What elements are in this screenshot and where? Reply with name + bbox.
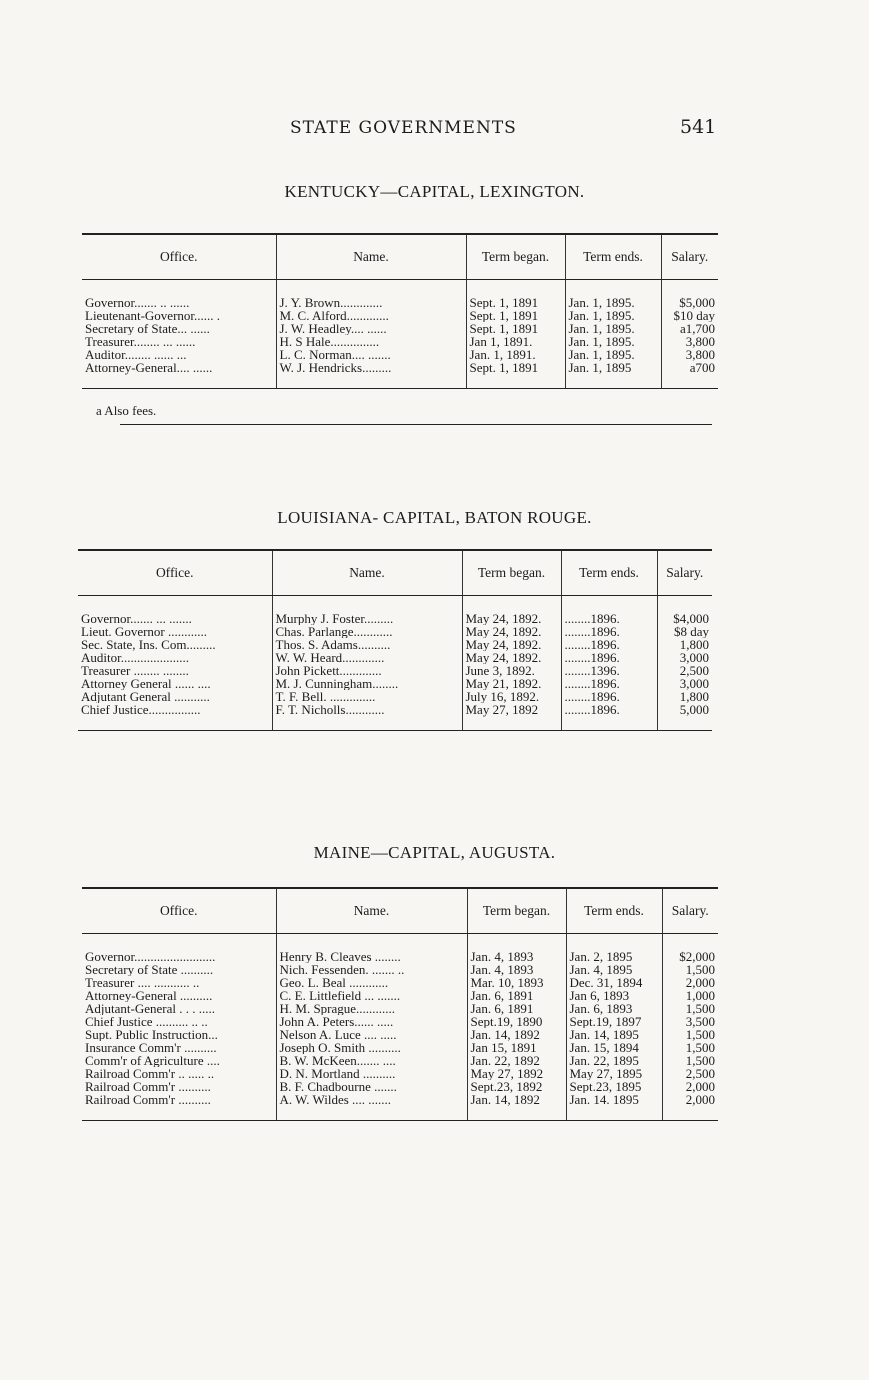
term-began-cell: May 24, 1892. [462,651,561,664]
name-cell: Henry B. Cleaves ........ [276,934,467,964]
name-cell: Nelson A. Luce .... ..... [276,1028,467,1041]
office-cell: Attorney-General .......... [85,989,213,1002]
table-row [82,1067,718,1080]
salary-cell: $2,000 [662,934,718,964]
term-ends-cell: Jan. 4, 1895 [566,963,662,976]
salary-cell: a700 [661,361,718,389]
officials-table-maine [82,887,718,1121]
name-cell: B. W. McKeen....... .... [276,1054,467,1067]
salary-cell: 2,000 [662,976,718,989]
term-ends-cell: ........1896. [561,677,657,690]
table-row [82,1041,718,1054]
name-cell: A. W. Wildes .... ....... [276,1093,467,1121]
term-ends-cell: May 27, 1895 [566,1067,662,1080]
table-row [82,1080,718,1093]
term-began-cell: Jan. 22, 1892 [467,1054,566,1067]
salary-cell: 1,500 [662,1002,718,1015]
name-cell: H. S Hale............... [276,335,466,348]
office-cell: Lieut. Governor ............ [81,625,208,638]
salary-cell: 1,800 [657,638,712,651]
term-began-cell: May 27, 1892 [467,1067,566,1080]
term-began-cell: Jan 15, 1891 [467,1041,566,1054]
table-row [82,335,718,348]
table-row [82,1002,718,1015]
office-cell: Auditor..................... [81,651,189,664]
salary-cell: 1,800 [657,690,712,703]
running-title: STATE GOVERNMENTS [290,118,517,138]
footnote-rule [120,424,712,425]
footnote: a Also fees. [96,403,157,418]
table-row [82,1015,718,1028]
office-cell: Secretary of State... ...... [85,322,210,335]
term-began-cell: Sept.23, 1892 [467,1080,566,1093]
name-cell: Nich. Fessenden. ....... .. [276,963,467,976]
term-began-cell: Sept. 1, 1891 [466,322,565,335]
office-cell: Railroad Comm'r .......... [85,1080,211,1093]
term-began-cell: Jan. 6, 1891 [467,989,566,1002]
col-header-name: Name. [276,888,467,934]
term-ends-cell: Jan. 1, 1895. [565,280,661,310]
office-cell: Railroad Comm'r .......... [82,1093,276,1121]
term-began-cell: Jan. 1, 1891. [466,348,565,361]
name-cell: Geo. L. Beal ............ [276,976,467,989]
term-ends-cell: Jan. 6, 1893 [566,1002,662,1015]
salary-cell: $4,000 [657,596,712,626]
term-began-cell: Sept. 1, 1891 [466,309,565,322]
table-row [78,596,712,626]
table-row [82,322,718,335]
term-began-cell: May 27, 1892 [462,703,561,731]
col-header-office: Office. [78,550,272,596]
table-row [82,280,718,310]
section-louisiana [0,508,869,528]
salary-cell: 2,500 [657,664,712,677]
page-header [0,116,869,146]
term-ends-cell: Jan. 22, 1895 [566,1054,662,1067]
office-cell: Auditor........ ...... ... [85,348,187,361]
office-cell: Chief Justice .......... .. .. [85,1015,208,1028]
name-cell: F. T. Nicholls............ [272,703,462,731]
section-title: MAINE—CAPITAL, AUGUSTA. [313,843,556,862]
table-row [82,976,718,989]
term-ends-cell: ........1896. [561,596,657,626]
name-cell: M. J. Cunningham........ [272,677,462,690]
name-cell: W. W. Heard............. [272,651,462,664]
office-cell: Railroad Comm'r .. ..... .. [85,1067,215,1080]
office-cell: Attorney General ...... .... [81,677,211,690]
term-began-cell: May 24, 1892. [462,596,561,626]
table-row [82,348,718,361]
office-cell: Adjutant-General . . . ..... [85,1002,215,1015]
salary-cell: 3,800 [661,335,718,348]
table-row [78,638,712,651]
term-began-cell: May 24, 1892. [462,625,561,638]
section-kentucky [0,182,869,202]
term-ends-cell: Dec. 31, 1894 [566,976,662,989]
name-cell: Thos. S. Adams.......... [272,638,462,651]
table-row [82,1093,718,1121]
term-ends-cell: ........1396. [561,664,657,677]
term-ends-cell: Jan. 1, 1895. [565,335,661,348]
col-header-office: Office. [82,234,276,280]
table-row [78,677,712,690]
term-ends-cell: Jan 6, 1893 [566,989,662,1002]
table-row [82,361,718,389]
col-header-office: Office. [82,888,276,934]
salary-cell: 2,000 [662,1080,718,1093]
term-ends-cell: ........1896. [561,690,657,703]
office-cell: Governor....... .. ...... [85,295,190,309]
office-cell: Treasurer........ ... ...... [85,335,196,348]
salary-cell: 1,500 [662,963,718,976]
name-cell: H. M. Sprague............ [276,1002,467,1015]
term-ends-cell: ........1896. [561,638,657,651]
office-cell: Comm'r of Agriculture .... [85,1054,220,1067]
term-began-cell: Jan. 6, 1891 [467,1002,566,1015]
table-header-row [78,550,712,596]
term-ends-cell: Jan. 14, 1895 [566,1028,662,1041]
term-began-cell: Mar. 10, 1893 [467,976,566,989]
office-cell: Attorney-General.... ...... [82,361,276,389]
table-row [78,625,712,638]
salary-cell: 1,500 [662,1028,718,1041]
office-cell: Adjutant General ........... [81,690,210,703]
name-cell: M. C. Alford............. [276,309,466,322]
name-cell: T. F. Bell. .............. [272,690,462,703]
section-title: KENTUCKY—CAPITAL, LEXINGTON. [284,182,585,201]
table-row [78,690,712,703]
col-header-term-began: Term began. [462,550,561,596]
table-row [78,651,712,664]
salary-cell: 3,000 [657,651,712,664]
table-row [82,309,718,322]
col-header-term-began: Term began. [466,234,565,280]
term-ends-cell: Jan. 1, 1895. [565,348,661,361]
salary-cell: $5,000 [661,280,718,310]
term-ends-cell: Sept.23, 1895 [566,1080,662,1093]
salary-cell: 5,000 [657,703,712,731]
term-began-cell: July 16, 1892. [462,690,561,703]
salary-cell: 3,500 [662,1015,718,1028]
salary-cell: 2,000 [662,1093,718,1121]
office-cell: Insurance Comm'r .......... [85,1041,217,1054]
table-row [78,664,712,677]
office-cell: Sec. State, Ins. Com......... [81,638,216,651]
term-ends-cell: Jan. 14. 1895 [566,1093,662,1121]
table-row [82,989,718,1002]
term-began-cell: May 21, 1892. [462,677,561,690]
term-ends-cell: ........1896. [561,651,657,664]
term-ends-cell: Jan. 15, 1894 [566,1041,662,1054]
name-cell: Murphy J. Foster......... [272,596,462,626]
term-began-cell: Jan. 14, 1892 [467,1093,566,1121]
col-header-salary: Salary. [662,888,718,934]
salary-cell: 3,000 [657,677,712,690]
term-ends-cell: ........1896. [561,625,657,638]
term-ends-cell: Jan. 2, 1895 [566,934,662,964]
name-cell: C. E. Littlefield ... ....... [276,989,467,1002]
name-cell: John Pickett............. [272,664,462,677]
name-cell: W. J. Hendricks......... [276,361,466,389]
term-began-cell: May 24, 1892. [462,638,561,651]
name-cell: John A. Peters...... ..... [276,1015,467,1028]
salary-cell: 1,000 [662,989,718,1002]
salary-cell: 1,500 [662,1041,718,1054]
office-cell: Governor....... ... ....... [81,611,192,625]
term-ends-cell: Jan. 1, 1895. [565,309,661,322]
office-cell: Chief Justice................ [78,703,272,731]
office-cell: Governor......................... [85,949,216,963]
office-cell: Treasurer .... ........... .. [85,976,200,989]
term-began-cell: Jan. 4, 1893 [467,963,566,976]
section-maine [0,843,869,863]
col-header-term-ends: Term ends. [561,550,657,596]
term-began-cell: Sept.19, 1890 [467,1015,566,1028]
table-row [82,934,718,964]
term-began-cell: Jan 1, 1891. [466,335,565,348]
col-header-name: Name. [272,550,462,596]
term-began-cell: Jan. 4, 1893 [467,934,566,964]
salary-cell: 3,800 [661,348,718,361]
term-ends-cell: ........1896. [561,703,657,731]
col-header-term-began: Term began. [467,888,566,934]
col-header-term-ends: Term ends. [565,234,661,280]
table-header-row [82,234,718,280]
name-cell: J. Y. Brown............. [276,280,466,310]
name-cell: L. C. Norman.... ....... [276,348,466,361]
col-header-salary: Salary. [657,550,712,596]
term-ends-cell: Jan. 1, 1895 [565,361,661,389]
col-header-name: Name. [276,234,466,280]
term-ends-cell: Jan. 1, 1895. [565,322,661,335]
office-cell: Supt. Public Instruction... [85,1028,218,1041]
office-cell: Lieutenant-Governor...... . [85,309,221,322]
name-cell: J. W. Headley.... ...... [276,322,466,335]
term-began-cell: Jan. 14, 1892 [467,1028,566,1041]
term-began-cell: Sept. 1, 1891 [466,280,565,310]
table-header-row [82,888,718,934]
salary-cell: $10 day [661,309,718,322]
salary-cell: 2,500 [662,1067,718,1080]
office-cell: Secretary of State .......... [85,963,214,976]
salary-cell: 1,500 [662,1054,718,1067]
table-row [82,1028,718,1041]
table-row [78,703,712,731]
name-cell: Joseph O. Smith .......... [276,1041,467,1054]
officials-table-louisiana [78,549,712,731]
salary-cell: $8 day [657,625,712,638]
officials-table-kentucky [82,233,718,389]
table-row [82,963,718,976]
col-header-salary: Salary. [661,234,718,280]
name-cell: D. N. Mortland .......... [276,1067,467,1080]
section-title: LOUISIANA- CAPITAL, BATON ROUGE. [277,508,592,527]
col-header-term-ends: Term ends. [566,888,662,934]
salary-cell: a1,700 [661,322,718,335]
name-cell: Chas. Parlange............ [272,625,462,638]
page-number: 541 [680,116,717,138]
office-cell: Treasurer ........ ........ [81,664,189,677]
name-cell: B. F. Chadbourne ....... [276,1080,467,1093]
table-row [82,1054,718,1067]
term-began-cell: June 3, 1892. [462,664,561,677]
term-ends-cell: Sept.19, 1897 [566,1015,662,1028]
term-began-cell: Sept. 1, 1891 [466,361,565,389]
